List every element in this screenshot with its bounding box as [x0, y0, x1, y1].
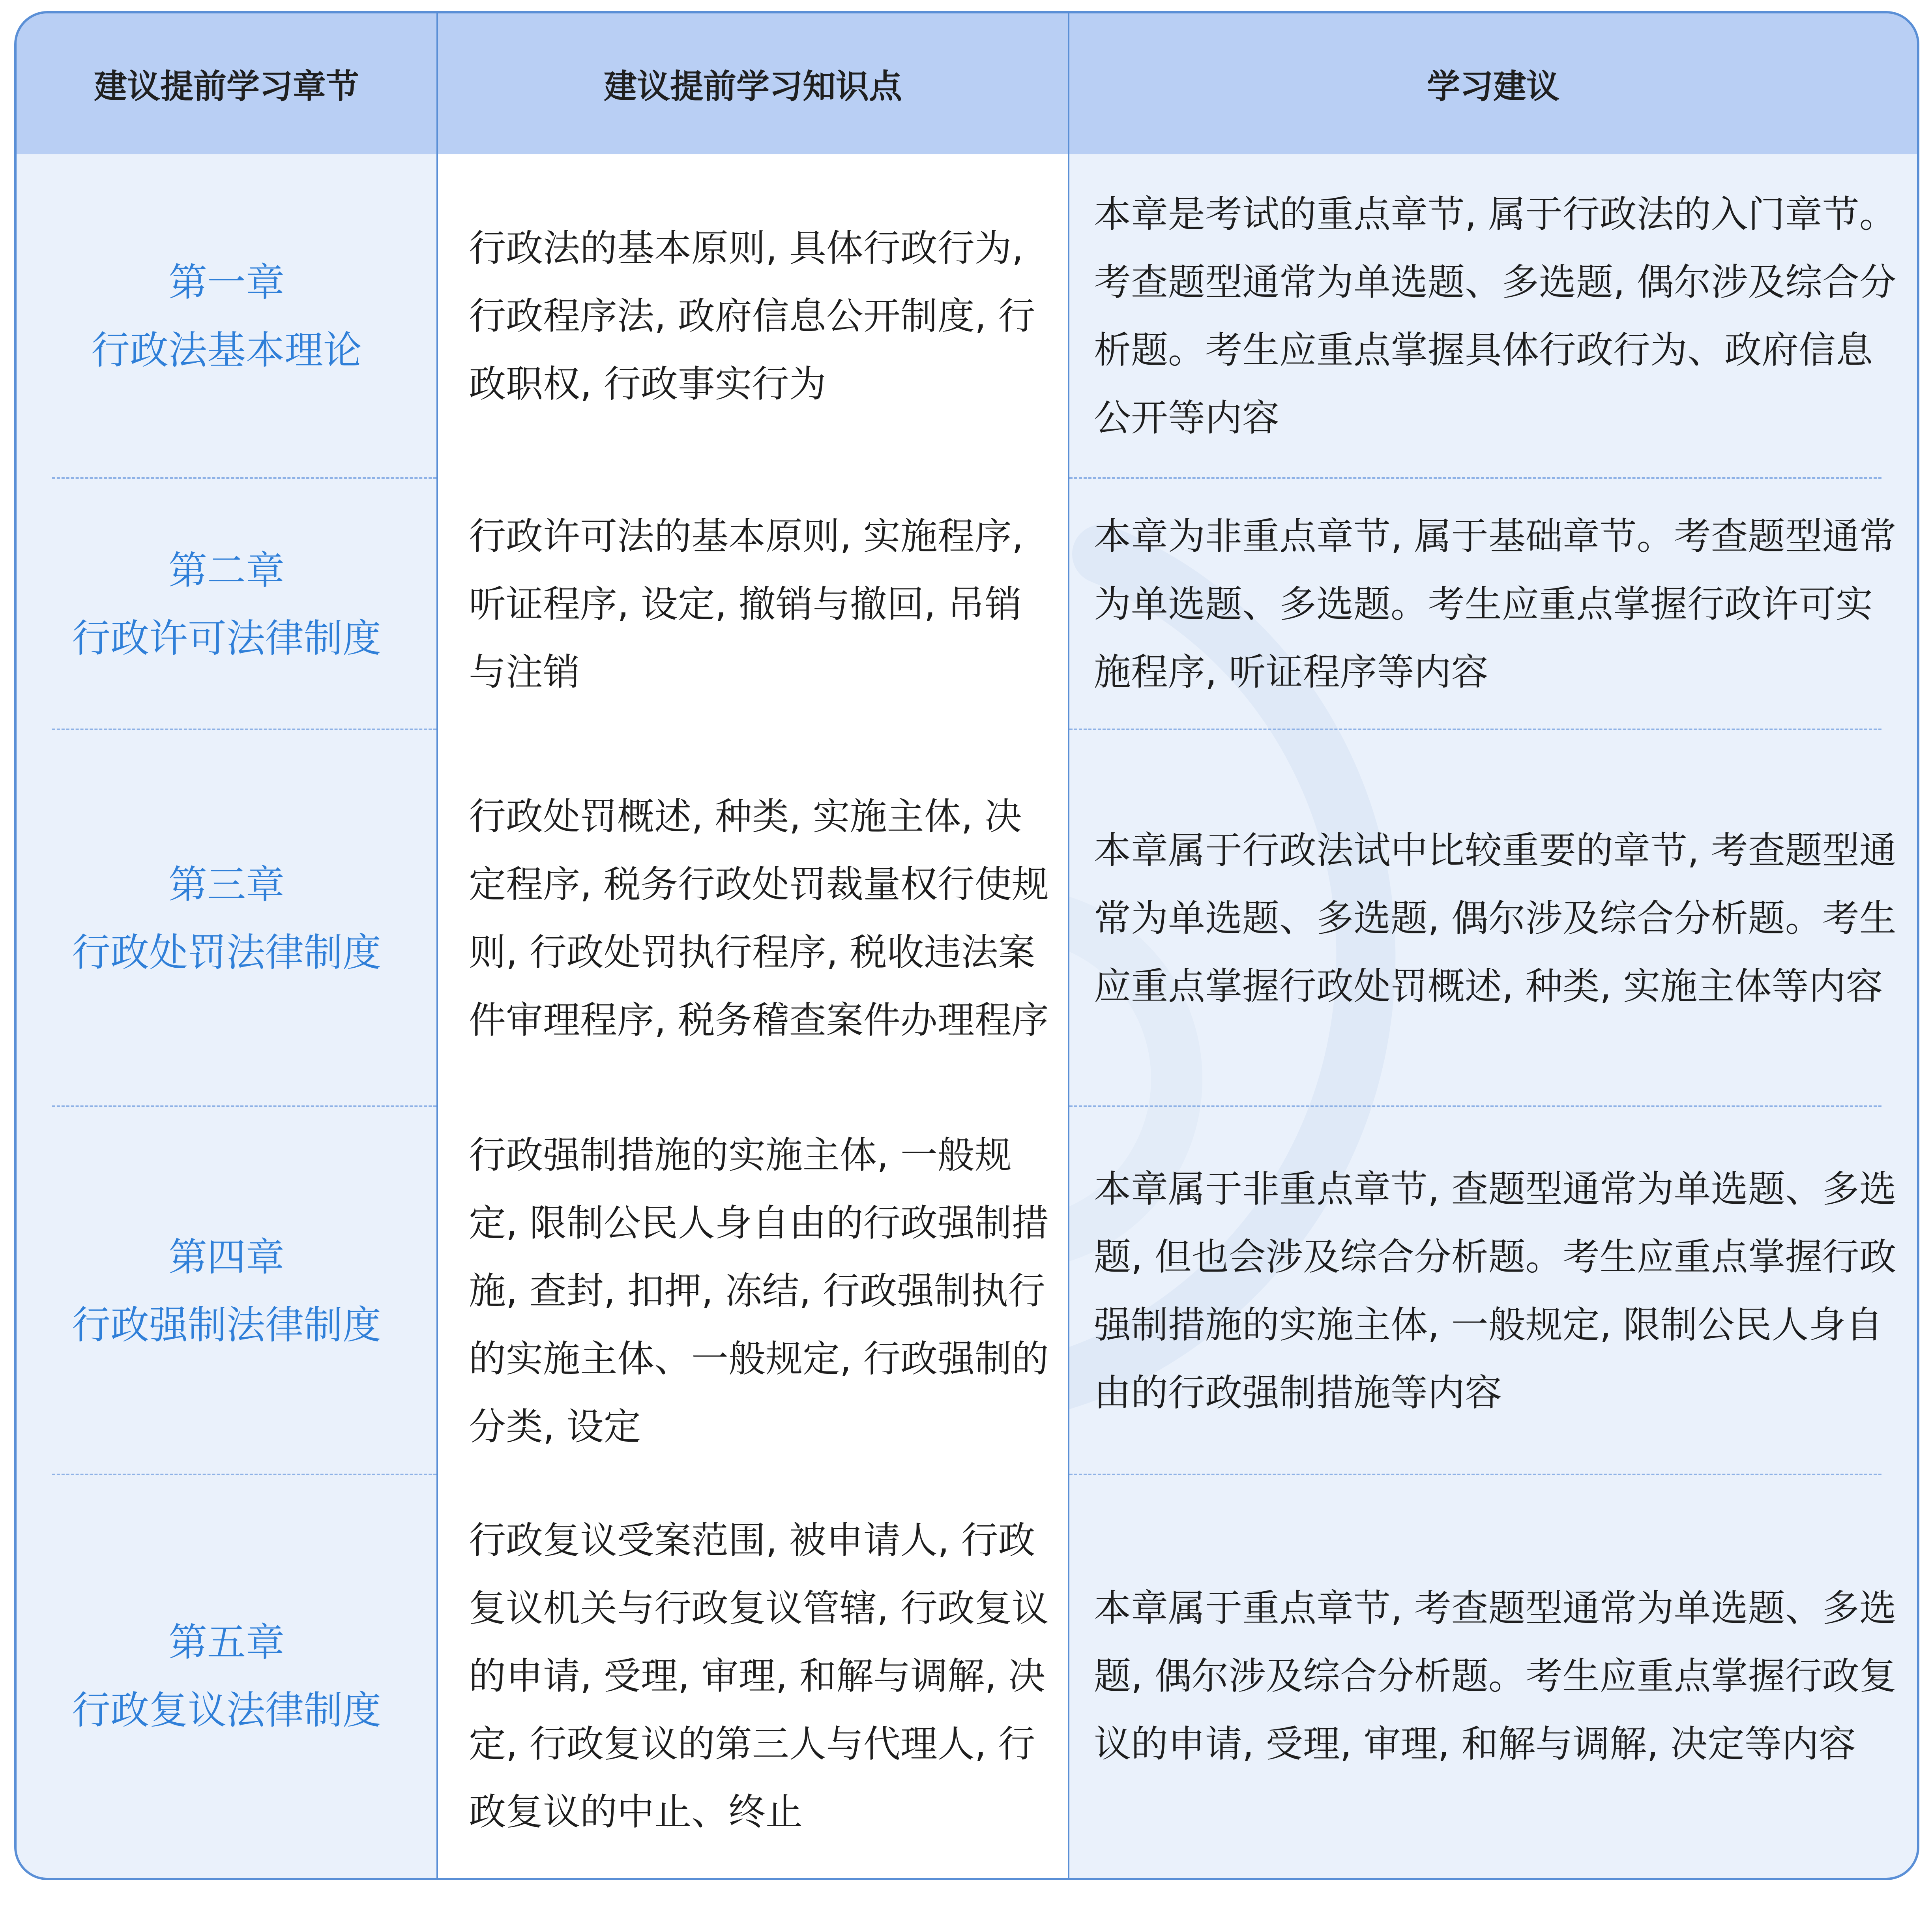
- table-row-3-advice: [1069, 730, 1917, 1107]
- chapter-number: 第四章: [168, 1234, 285, 1280]
- table-row-2-knowledge: [438, 479, 1069, 730]
- table-row-3-knowledge: [438, 730, 1069, 1107]
- table-row-4-chapter: [17, 1107, 438, 1475]
- advice-text: 本章是考试的重点章节, 属于行政法的入门章节。考查题型通常为单选题、多选题, 偶尔涉及综合分析题。考生应重点掌握具体行政行为、政府信息公开等内容: [1094, 193, 1896, 440]
- chapter-title: 行政复议法律制度: [71, 1688, 381, 1733]
- table-row-1-advice: [1069, 154, 1917, 479]
- table-row-1-chapter: [17, 154, 438, 479]
- header-advice: 学习建议: [1069, 13, 1917, 154]
- advice-text: 本章属于重点章节, 考查题型通常为单选题、多选题, 偶尔涉及综合分析题。考生应重点掌握行政复议的申请, 受理, 审理, 和解与调解, 决定等内容: [1094, 1587, 1896, 1766]
- chapter-title: 行政法基本理论: [91, 328, 362, 373]
- knowledge-text: 行政许可法的基本原则, 实施程序, 听证程序, 设定, 撤销与撤回, 吊销与注销: [469, 515, 1024, 694]
- advice-text: 本章属于行政法试中比较重要的章节, 考查题型通常为单选题、多选题, 偶尔涉及综合分析题。考生应重点掌握行政处罚概述, 种类, 实施主体等内容: [1094, 829, 1896, 1008]
- table-row-5-knowledge: [438, 1475, 1069, 1878]
- chapter-title: 行政强制法律制度: [71, 1302, 381, 1348]
- table-grid: [17, 13, 1917, 1878]
- table-row-4-knowledge: [438, 1107, 1069, 1475]
- chapter-number: 第三章: [168, 862, 285, 907]
- table-row-3-chapter: [17, 730, 438, 1107]
- table-row-5-advice: [1069, 1475, 1917, 1878]
- knowledge-text: 行政强制措施的实施主体, 一般规定, 限制公民人身自由的行政强制措施, 查封, 扣押, 冻结, 行政强制执行的实施主体、一般规定, 行政强制的分类, 设定: [469, 1133, 1049, 1448]
- advice-text: 本章为非重点章节, 属于基础章节。考查题型通常为单选题、多选题。考生应重点掌握行政许可实施程序, 听证程序等内容: [1094, 515, 1896, 694]
- header-chapter: 建议提前学习章节: [17, 13, 438, 154]
- chapter-title: 行政许可法律制度: [71, 616, 381, 661]
- table-row-2-advice: [1069, 479, 1917, 730]
- header-knowledge: 建议提前学习知识点: [438, 13, 1069, 154]
- table-row-4-advice: [1069, 1107, 1917, 1475]
- knowledge-text: 行政处罚概述, 种类, 实施主体, 决定程序, 税务行政处罚裁量权行使规则, 行政处罚执行程序, 税收违法案件审理程序, 税务稽查案件办理程序: [469, 795, 1049, 1042]
- study-plan-table: [14, 11, 1919, 1880]
- table-row-5-chapter: [17, 1475, 438, 1878]
- table-row-2-chapter: [17, 479, 438, 730]
- advice-text: 本章属于非重点章节, 查题型通常为单选题、多选题, 但也会涉及综合分析题。考生应重点掌握行政强制措施的实施主体, 一般规定, 限制公民人身自由的行政强制措施等内容: [1094, 1167, 1896, 1414]
- knowledge-text: 行政法的基本原则, 具体行政行为, 行政程序法, 政府信息公开制度, 行政职权, 行政事实行为: [469, 227, 1035, 406]
- chapter-number: 第五章: [168, 1620, 285, 1665]
- knowledge-text: 行政复议受案范围, 被申请人, 行政复议机关与行政复议管辖, 行政复议的申请, 受理, 审理, 和解与调解, 决定, 行政复议的第三人与代理人, 行政复议的中止、终止: [469, 1519, 1049, 1834]
- chapter-title: 行政处罚法律制度: [71, 930, 381, 975]
- chapter-number: 第二章: [168, 548, 285, 593]
- table-row-1-knowledge: [438, 154, 1069, 479]
- chapter-number: 第一章: [168, 260, 285, 305]
